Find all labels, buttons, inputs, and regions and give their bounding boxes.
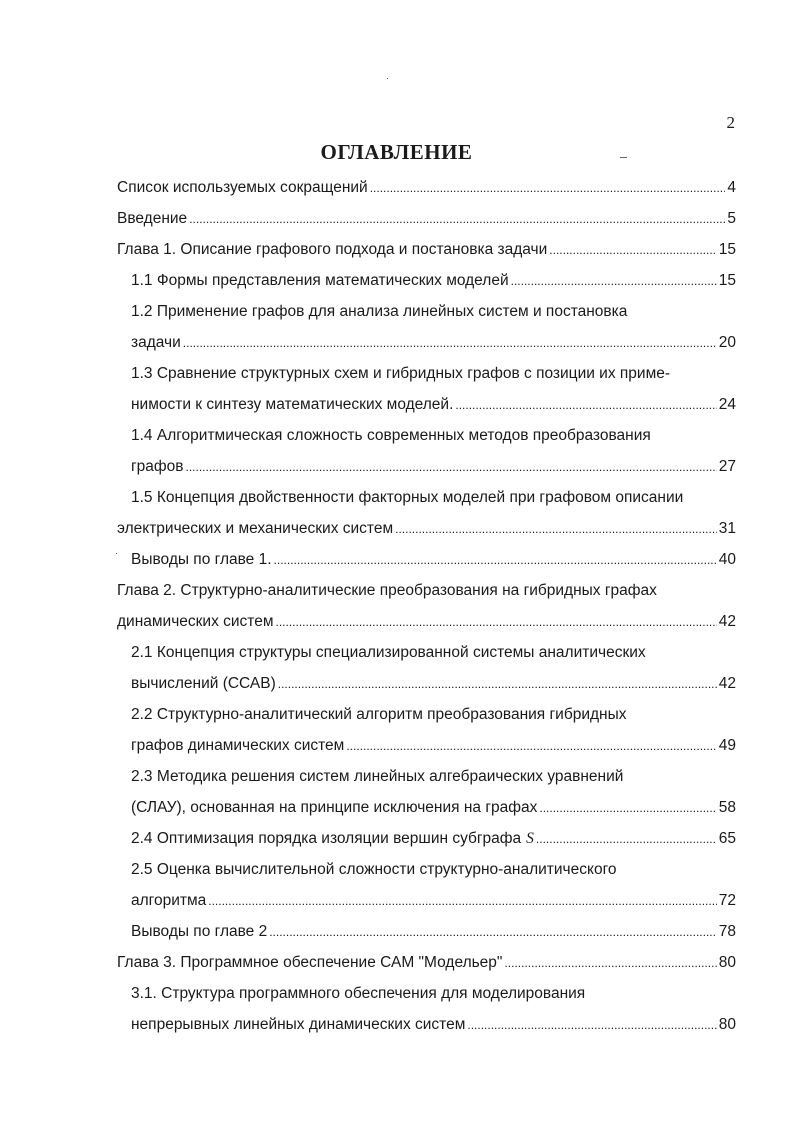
toc-entry-title-line1: 1.2 Применение графов для анализа линейных систем и постановка (131, 303, 628, 320)
toc-entry-title-line1: 2.3 Методика решения систем линейных алгебраических уравнений (131, 768, 624, 785)
table-of-contents (117, 172, 736, 1040)
dot-leader (276, 607, 717, 638)
toc-entry-title-line1: 1.4 Алгоритмическая сложность современных методов преобразования (131, 427, 651, 444)
toc-entry (117, 420, 736, 482)
dot-leader (278, 669, 717, 700)
toc-entry-page: 42 (718, 613, 736, 630)
toc-entry (117, 947, 736, 978)
dot-leader (504, 948, 716, 979)
toc-entry (117, 358, 736, 420)
toc-entry (117, 854, 736, 916)
dot-leader (370, 173, 726, 204)
dot-leader (455, 390, 716, 421)
toc-entry (117, 761, 736, 823)
toc-entry (117, 637, 736, 699)
toc-entry-title-line1: 1.3 Сравнение структурных схем и гибридных графов с позиции их приме- (131, 365, 671, 382)
toc-entry-title: электрических и механических систем (117, 520, 394, 537)
toc-entry-page: 58 (718, 799, 736, 816)
toc-entry (117, 296, 736, 358)
toc-entry (117, 203, 736, 234)
dot-leader (189, 204, 725, 235)
toc-entry-page: 72 (718, 892, 736, 909)
toc-entry (117, 172, 736, 203)
toc-entry-page: 49 (718, 737, 736, 754)
toc-entry-page: 40 (718, 551, 736, 568)
toc-entry-page: 78 (718, 923, 736, 940)
toc-entry-title-italic: S (526, 830, 534, 847)
dot-leader (539, 793, 716, 824)
toc-entry-page: 15 (718, 272, 736, 289)
toc-entry-title: графов динамических систем (131, 737, 345, 754)
toc-entry-title-line1: Глава 2. Структурно-аналитические преобразования на гибридных графах (117, 582, 657, 599)
toc-entry (117, 482, 736, 544)
toc-entry (117, 978, 736, 1040)
toc-entry-title: 1.1 Формы представления математических моделей (131, 272, 509, 289)
toc-entry-page: 15 (718, 241, 736, 258)
dot-leader (183, 328, 717, 359)
toc-entry-title-line1: 2.2 Структурно-аналитический алгоритм преобразования гибридных (131, 706, 627, 723)
toc-entry-page: 80 (718, 1016, 736, 1033)
dot-leader (269, 917, 717, 948)
toc-entry-title: Глава 3. Программное обеспечение САМ "Модельер" (117, 954, 503, 971)
toc-entry-title: Введение (117, 210, 188, 227)
toc-entry-page: 65 (718, 830, 736, 847)
toc-entry-title: непрерывных линейных динамических систем (131, 1016, 466, 1033)
toc-entry-page: 20 (718, 334, 736, 351)
toc-entry-title: Список используемых сокращений (117, 179, 368, 196)
toc-entry-title: нимости к синтезу математических моделей. (131, 396, 454, 413)
dot-leader (536, 824, 717, 855)
toc-entry (117, 544, 736, 575)
dot-leader (395, 514, 717, 545)
toc-entry (117, 265, 736, 296)
toc-entry-page: 5 (727, 210, 736, 227)
dot-leader (346, 731, 716, 762)
toc-entry-title: графов (131, 458, 184, 475)
toc-entry-title: 2.4 Оптимизация порядка изоляции вершин субграфа (131, 830, 522, 847)
dot-leader (511, 266, 717, 297)
page-title: ОГЛАВЛЕНИЕ (320, 140, 473, 164)
toc-entry-title-line1: 2.1 Концепция структуры специализированной системы аналитических (131, 644, 646, 661)
toc-entry-title: Глава 1. Описание графового подхода и постановка задачи (117, 241, 548, 258)
toc-entry (117, 823, 736, 854)
toc-entry-title-line1: 1.5 Концепция двойственности факторных моделей при графовом описании (131, 489, 684, 506)
page-number: 2 (726, 113, 735, 132)
toc-entry (117, 575, 736, 637)
toc-entry (117, 916, 736, 947)
toc-entry-title: алгоритма (131, 892, 207, 909)
toc-entry (117, 699, 736, 761)
dot-leader (208, 886, 716, 917)
dot-leader (467, 1010, 716, 1041)
toc-entry-page: 4 (727, 179, 736, 196)
toc-entry-title-line1: 2.5 Оценка вычислительной сложности структурно-аналитического (131, 861, 617, 878)
toc-entry-title: вычислений (ССАВ) (131, 675, 276, 692)
toc-entry-title-line1: 3.1. Структура программного обеспечения для моделирования (131, 985, 586, 1002)
toc-entry-title: задачи (131, 334, 181, 351)
dot-leader (274, 545, 717, 576)
toc-entry-title: (СЛАУ), основанная на принципе исключения на графах (131, 799, 538, 816)
toc-entry-page: 42 (718, 675, 736, 692)
toc-entry-title: динамических систем (117, 613, 274, 630)
toc-entry-page: 80 (718, 954, 736, 971)
scan-speck (387, 78, 388, 79)
scan-speck (620, 157, 627, 158)
toc-entry-page: 31 (718, 520, 736, 537)
dot-leader (549, 235, 716, 266)
toc-entry (117, 234, 736, 265)
toc-entry-page: 24 (718, 396, 736, 413)
toc-entry-page: 27 (718, 458, 736, 475)
scan-speck (116, 553, 117, 554)
toc-entry-title: Выводы по главе 1. (131, 551, 272, 568)
toc-entry-title: Выводы по главе 2 (131, 923, 268, 940)
dot-leader (186, 452, 717, 483)
